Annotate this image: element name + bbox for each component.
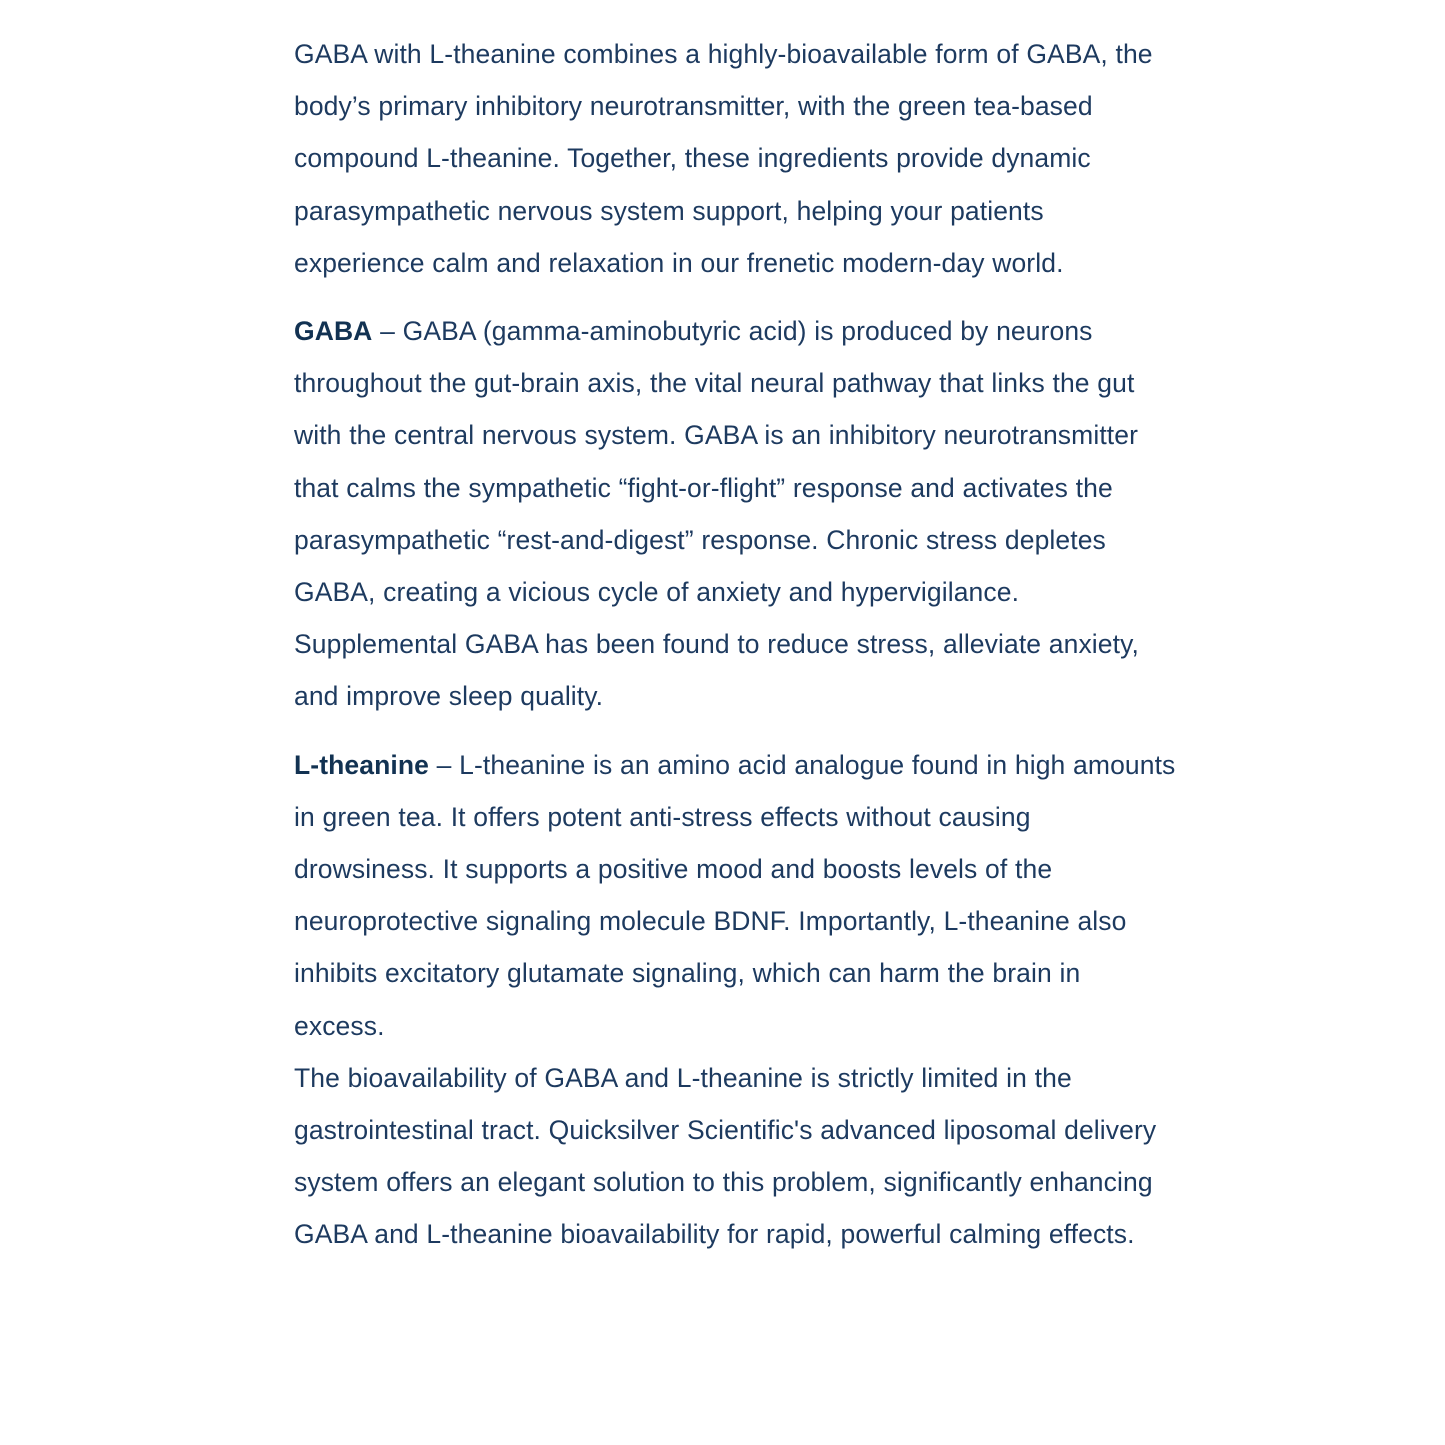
paragraph-gaba-text: GABA (gamma-aminobutyric acid) is produced by neurons throughout the gut-brain axis, the vital neural pathway that links the gut with the central nervous system. GABA is an inhibitory neurotransmitter that calms the sympathetic “fight-or-flight” response and activates the parasympathetic “rest-and-digest” response. Chronic stress depletes GABA, creating a vicious cycle of anxiety and hypervigilance. Supplemental GABA has been found to reduce stress, alleviate anxiety, and improve sleep quality.: [294, 316, 1139, 712]
paragraph-l-theanine-text: L-theanine is an amino acid analogue found in high amounts in green tea. It offers potent anti-stress effects without causing drowsiness. It supports a positive mood and boosts levels of the neuroprotective signaling molecule BDNF. Importantly, L-theanine also inhibits excitatory glutamate signaling, which can harm the brain in excess.: [294, 749, 1176, 1041]
l-theanine-dash: –: [428, 749, 460, 780]
article-body: [294, 28, 1178, 1261]
paragraph-l-theanine: [294, 739, 1178, 1261]
gaba-dash: –: [372, 316, 403, 347]
gaba-lead-in-label: GABA: [294, 316, 373, 347]
paragraph-bioavailability-text: The bioavailability of GABA and L-theanine is strictly limited in the gastrointestinal tract. Quicksilver Scientific's advanced liposomal delivery system offers an elegant solution to this problem, significantly enhancing GABA and L-theanine bioavailability for rapid, powerful calming effects.: [294, 1062, 1157, 1250]
paragraph-intro-text: GABA with L-theanine combines a highly-bioavailable form of GABA, the body’s primary inhibitory neurotransmitter, with the green tea-based compound L-theanine. Together, these ingredients provide dynamic parasympathetic nervous system support, helping your patients experience calm and relaxation in our frenetic modern-day world.: [294, 39, 1153, 278]
paragraph-gaba: [294, 305, 1178, 723]
paragraph-intro: [294, 28, 1178, 289]
l-theanine-lead-in-label: L-theanine: [294, 749, 429, 780]
